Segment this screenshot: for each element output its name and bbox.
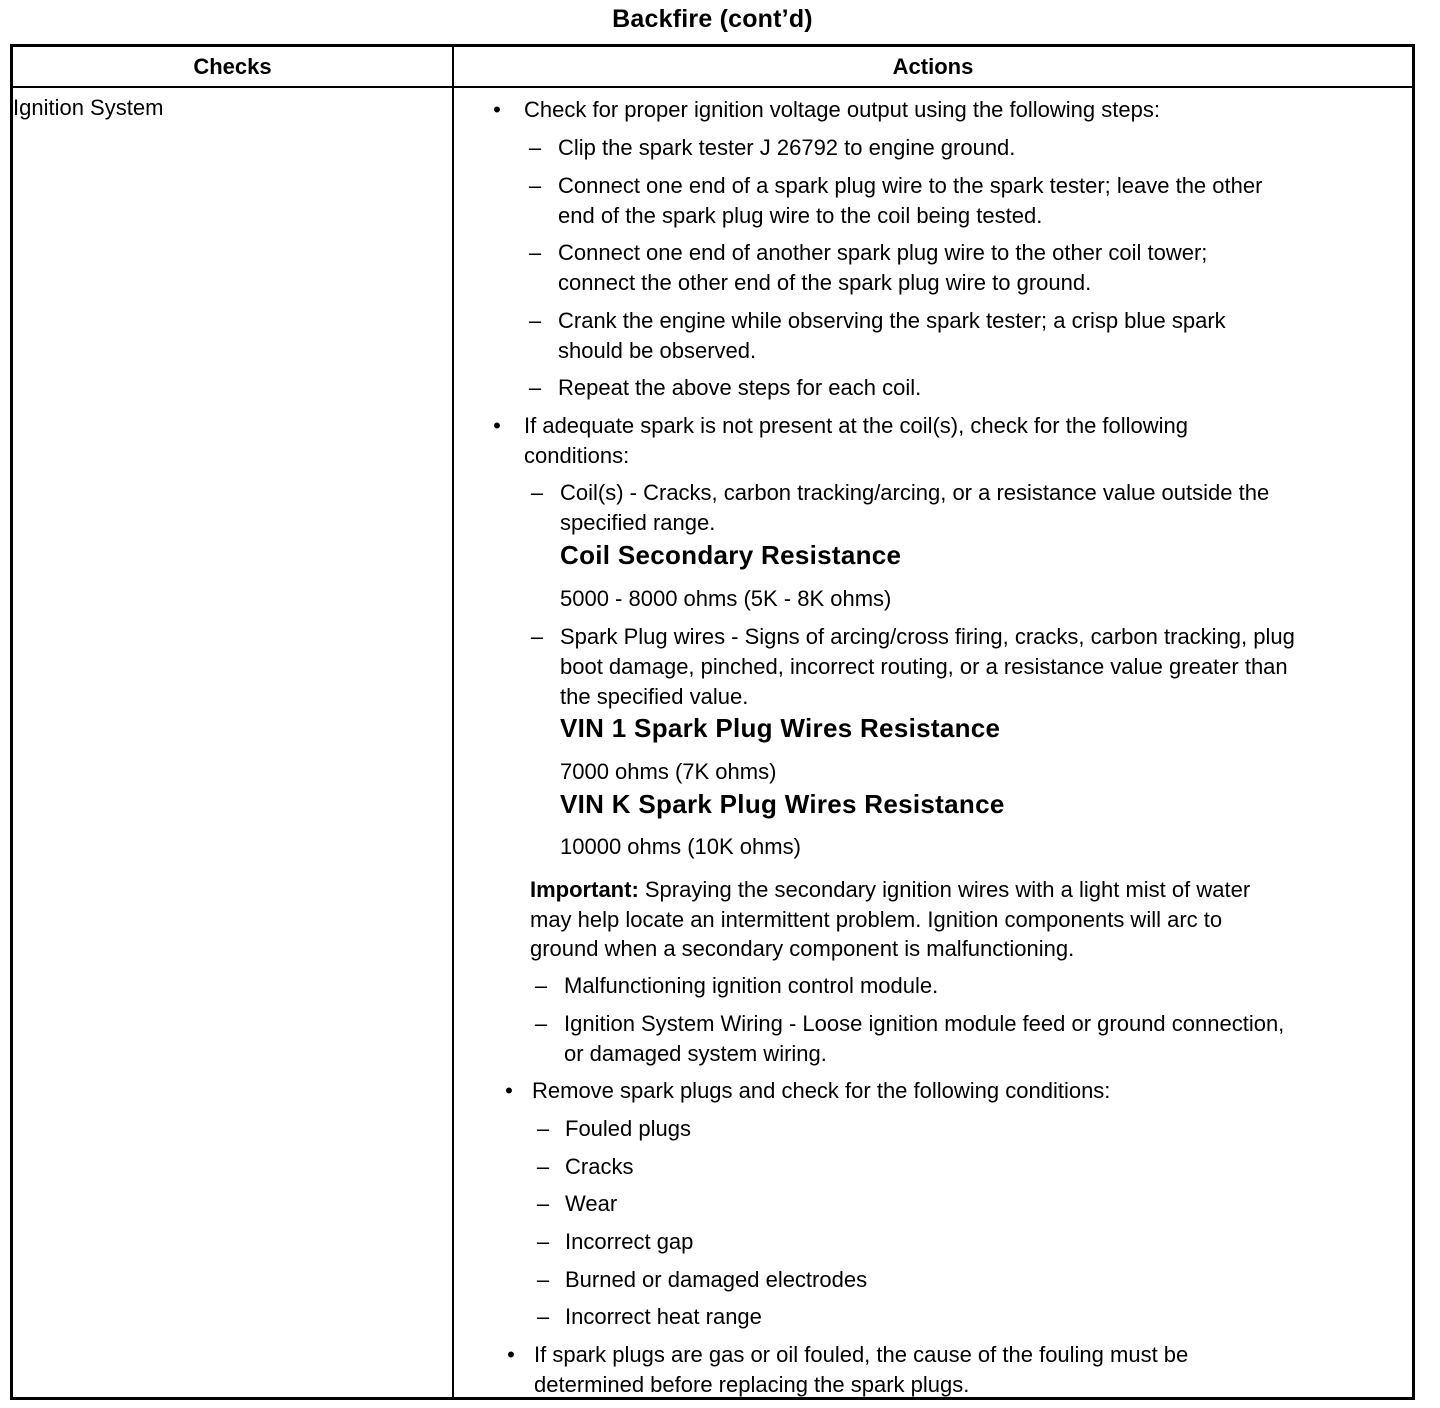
condition-text: Ignition System Wiring - Loose ignition module feed or ground connection,	[564, 1011, 1285, 1036]
dash-marker: –	[536, 1191, 550, 1216]
dash-marker: –	[530, 624, 544, 649]
condition-text: or damaged system wiring.	[564, 1041, 827, 1066]
spec-value: 10000 ohms (10K ohms)	[560, 834, 801, 859]
action-step-text: connect the other end of the spark plug wire to ground.	[558, 270, 1092, 295]
action-bullet-text: If adequate spark is not present at the coil(s), check for the following	[524, 413, 1189, 438]
dash-marker: –	[536, 1116, 550, 1141]
plug-condition: Fouled plugs	[565, 1116, 691, 1141]
plug-condition: Incorrect heat range	[565, 1304, 762, 1329]
condition-text: the specified value.	[560, 684, 749, 709]
dash-marker: –	[534, 973, 548, 998]
spec-title: Coil Secondary Resistance	[560, 540, 902, 570]
action-step-text: Repeat the above steps for each coil.	[558, 375, 922, 400]
header-actions: Actions	[892, 54, 974, 79]
diagnostic-table	[10, 44, 1415, 1400]
action-step-text: should be observed.	[558, 338, 757, 363]
bullet-marker: •	[493, 97, 501, 122]
action-bullet-text: If spark plugs are gas or oil fouled, the cause of the fouling must be	[534, 1342, 1189, 1367]
action-bullet-text: Remove spark plugs and check for the following conditions:	[532, 1078, 1111, 1103]
dash-marker: –	[536, 1304, 550, 1329]
important-text: ground when a secondary component is malfunctioning.	[530, 936, 1075, 961]
bullet-marker: •	[505, 1078, 513, 1103]
important-note	[530, 877, 1250, 903]
dash-marker: –	[528, 135, 542, 160]
action-step-text: end of the spark plug wire to the coil being tested.	[558, 203, 1043, 228]
plug-condition: Cracks	[565, 1154, 634, 1179]
important-text: Spraying the secondary ignition wires with a light mist of water	[638, 877, 1251, 902]
spec-title: VIN K Spark Plug Wires Resistance	[560, 789, 1005, 819]
dash-marker: –	[536, 1229, 550, 1254]
plug-condition: Wear	[565, 1191, 618, 1216]
action-step-text: Connect one end of a spark plug wire to the spark tester; leave the other	[558, 173, 1263, 198]
action-bullet-text: Check for proper ignition voltage output using the following steps:	[524, 97, 1160, 122]
dash-marker: –	[536, 1267, 550, 1292]
bullet-marker: •	[493, 413, 501, 438]
action-bullet-text: determined before replacing the spark plugs.	[534, 1372, 970, 1397]
condition-text: Coil(s) - Cracks, carbon tracking/arcing, or a resistance value outside the	[560, 480, 1270, 505]
plug-condition: Burned or damaged electrodes	[565, 1267, 868, 1292]
dash-marker: –	[528, 375, 542, 400]
condition-text: boot damage, pinched, incorrect routing, or a resistance value greater than	[560, 654, 1288, 679]
header-checks: Checks	[193, 54, 272, 79]
action-step-text: Clip the spark tester J 26792 to engine ground.	[558, 135, 1016, 160]
dash-marker: –	[528, 308, 542, 333]
condition-text: specified range.	[560, 510, 716, 535]
action-bullet-text: conditions:	[524, 443, 630, 468]
page-title: Backfire (cont’d)	[612, 5, 813, 33]
dash-marker: –	[528, 173, 542, 198]
important-text: may help locate an intermittent problem. Ignition components will arc to	[530, 907, 1223, 932]
plug-condition: Incorrect gap	[565, 1229, 694, 1254]
condition-text: Malfunctioning ignition control module.	[564, 973, 939, 998]
action-step-text: Crank the engine while observing the spark tester; a crisp blue spark	[558, 308, 1226, 333]
condition-text: Spark Plug wires - Signs of arcing/cross firing, cracks, carbon tracking, plug	[560, 624, 1295, 649]
dash-marker: –	[530, 480, 544, 505]
action-step-text: Connect one end of another spark plug wire to the other coil tower;	[558, 240, 1208, 265]
check-ignition-system: Ignition System	[13, 95, 164, 120]
dash-marker: –	[536, 1154, 550, 1179]
bullet-marker: •	[507, 1342, 515, 1367]
actions-cell	[13, 47, 1412, 1397]
dash-marker: –	[528, 240, 542, 265]
spec-value: 5000 - 8000 ohms (5K - 8K ohms)	[560, 586, 892, 611]
spec-title: VIN 1 Spark Plug Wires Resistance	[560, 713, 1001, 743]
spec-value: 7000 ohms (7K ohms)	[560, 759, 777, 784]
dash-marker: –	[534, 1011, 548, 1036]
important-label: Important:	[530, 877, 639, 902]
